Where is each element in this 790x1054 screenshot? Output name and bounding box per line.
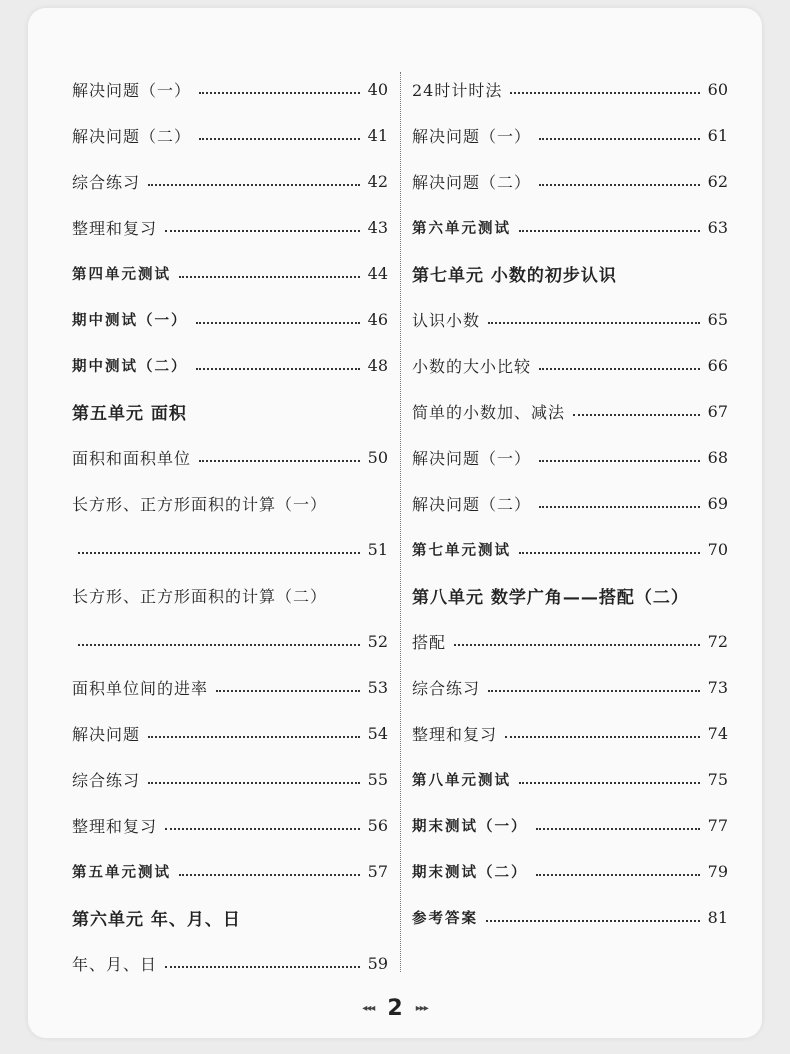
dot-leader: [573, 412, 700, 416]
toc-page-number: 40: [367, 79, 388, 99]
toc-entry-title: 面积和面积单位: [72, 448, 192, 468]
dot-leader: [148, 780, 360, 784]
toc-entry-title: 参考答案: [412, 910, 478, 927]
toc-entry: [72, 66, 388, 112]
dot-leader: [78, 550, 360, 554]
dot-leader: [505, 734, 700, 738]
toc-page-number: 69: [707, 493, 728, 513]
toc-entry-title: 第七单元 小数的初步认识: [412, 265, 617, 286]
toc-entry: [412, 710, 728, 756]
dot-leader: [199, 136, 360, 140]
dot-leader: [539, 136, 700, 140]
toc-entry-title: 期中测试（二）: [72, 358, 188, 375]
dot-leader: [199, 90, 360, 94]
dot-leader: [78, 642, 360, 646]
column-divider: [400, 72, 401, 972]
toc-entry: [412, 480, 728, 526]
toc-entry: [412, 756, 728, 802]
toc-entry-title: 搭配: [412, 632, 447, 652]
dot-leader: [196, 366, 360, 370]
toc-entry: [412, 664, 728, 710]
toc-entry: [72, 710, 388, 756]
toc-page-number: 70: [707, 539, 728, 559]
toc-page-number: 54: [367, 723, 388, 743]
toc-entry: [412, 618, 728, 664]
toc-section-heading: [72, 388, 388, 434]
toc-entry-title: 第八单元 数学广角——搭配（二）: [412, 587, 689, 608]
toc-entry-title: 第七单元测试: [412, 542, 511, 559]
toc-entry: [72, 848, 388, 894]
toc-entry-title: 期中测试（一）: [72, 312, 188, 329]
toc-entry: [72, 756, 388, 802]
toc-right-column: [412, 66, 728, 940]
toc-section-heading: [72, 894, 388, 940]
toc-page-number: 62: [707, 171, 728, 191]
toc-entry: [412, 342, 728, 388]
dot-leader: [519, 780, 700, 784]
toc-page-number: 55: [367, 769, 388, 789]
toc-page-number: 73: [707, 677, 728, 697]
toc-page-number: 74: [707, 723, 728, 743]
toc-entry-title: 第六单元测试: [412, 220, 511, 237]
dot-leader: [486, 918, 700, 922]
next-arrows-icon: ▸▸▸: [415, 1003, 428, 1014]
dot-leader: [179, 872, 360, 876]
toc-entry: [72, 204, 388, 250]
toc-page-number: 72: [707, 631, 728, 651]
toc-entry: [412, 112, 728, 158]
toc-entry: [412, 158, 728, 204]
toc-page-number: 75: [707, 769, 728, 789]
dot-leader: [510, 90, 699, 94]
toc-entry: [72, 158, 388, 204]
dot-leader: [536, 872, 700, 876]
toc-entry-title: 解决问题（二）: [412, 172, 532, 192]
toc-entry: [72, 250, 388, 296]
toc-page-number: 42: [367, 171, 388, 191]
prev-arrows-icon: ◂◂◂: [362, 1003, 375, 1014]
toc-left-column: [72, 66, 388, 986]
toc-entry: [72, 342, 388, 388]
dot-leader: [519, 550, 700, 554]
toc-entry-title: 解决问题（一）: [412, 448, 532, 468]
dot-leader: [216, 688, 360, 692]
toc-section-heading: [412, 572, 728, 618]
toc-page-number: 41: [367, 125, 388, 145]
toc-entry: [412, 204, 728, 250]
toc-entry-title: 小数的大小比较: [412, 356, 532, 376]
toc-entry-title: 解决问题（一）: [72, 80, 192, 100]
toc-entry: [72, 618, 388, 664]
toc-page-number: 65: [707, 309, 728, 329]
toc-entry-title: 综合练习: [412, 678, 481, 698]
toc-entry-title: 简单的小数加、减法: [412, 402, 566, 422]
dot-leader: [454, 642, 700, 646]
toc-page-number: 52: [367, 631, 388, 651]
toc-page-number: 81: [707, 907, 728, 927]
toc-page-number: 66: [707, 355, 728, 375]
dot-leader: [148, 182, 360, 186]
dot-leader: [488, 688, 700, 692]
toc-entry-title: 解决问题: [72, 724, 141, 744]
toc-page-number: 51: [367, 539, 388, 559]
toc-entry: [412, 894, 728, 940]
toc-page-number: 79: [707, 861, 728, 881]
dot-leader: [488, 320, 700, 324]
toc-page-number: 43: [367, 217, 388, 237]
toc-entry: [72, 572, 388, 618]
toc-page-number: 63: [707, 217, 728, 237]
toc-page-number: 77: [707, 815, 728, 835]
toc-entry: [72, 296, 388, 342]
toc-entry: [72, 434, 388, 480]
toc-entry-title: 认识小数: [412, 310, 481, 330]
page-footer: [0, 996, 790, 1021]
toc-entry: [72, 940, 388, 986]
toc-page-number: 67: [707, 401, 728, 421]
toc-entry-title: 第四单元测试: [72, 266, 171, 283]
toc-page-number: 68: [707, 447, 728, 467]
toc-section-heading: [412, 250, 728, 296]
toc-entry-title: 整理和复习: [72, 218, 158, 238]
toc-entry: [72, 664, 388, 710]
toc-page-number: 48: [367, 355, 388, 375]
dot-leader: [148, 734, 360, 738]
toc-entry-title: 年、月、日: [72, 954, 158, 974]
toc-entry: [412, 802, 728, 848]
toc-entry: [412, 296, 728, 342]
toc-entry-title: 面积单位间的进率: [72, 678, 209, 698]
dot-leader: [165, 826, 360, 830]
toc-entry: [72, 802, 388, 848]
dot-leader: [165, 228, 360, 232]
toc-entry-title: 长方形、正方形面积的计算（一）: [72, 494, 328, 514]
toc-entry: [412, 434, 728, 480]
toc-entry-title: 整理和复习: [412, 724, 498, 744]
page-number: 2: [387, 996, 403, 1021]
toc-entry-title: 期末测试（二）: [412, 864, 528, 881]
toc-entry-title: 解决问题（二）: [412, 494, 532, 514]
toc-entry: [412, 388, 728, 434]
toc-page-number: 56: [367, 815, 388, 835]
toc-page-number: 59: [367, 953, 388, 973]
toc-page-number: 60: [707, 79, 728, 99]
toc-entry-title: 综合练习: [72, 172, 141, 192]
toc-entry-title: 解决问题（一）: [412, 126, 532, 146]
dot-leader: [196, 320, 360, 324]
toc-entry: [412, 66, 728, 112]
toc-entry-title: 第八单元测试: [412, 772, 511, 789]
toc-entry: [412, 848, 728, 894]
dot-leader: [519, 228, 700, 232]
toc-entry: [412, 526, 728, 572]
toc-entry-title: 解决问题（二）: [72, 126, 192, 146]
toc-page-number: 44: [367, 263, 388, 283]
toc-entry: [72, 480, 388, 526]
toc-entry-title: 24时计时法: [412, 80, 503, 100]
toc-page-number: 61: [707, 125, 728, 145]
toc-page-number: 53: [367, 677, 388, 697]
toc-page-number: 57: [367, 861, 388, 881]
toc-page-number: 50: [367, 447, 388, 467]
toc-entry-title: 综合练习: [72, 770, 141, 790]
toc-entry: [72, 112, 388, 158]
toc-entry: [72, 526, 388, 572]
dot-leader: [536, 826, 700, 830]
toc-entry-title: 整理和复习: [72, 816, 158, 836]
dot-leader: [179, 274, 360, 278]
dot-leader: [539, 182, 700, 186]
toc-page-number: 46: [367, 309, 388, 329]
dot-leader: [165, 964, 360, 968]
dot-leader: [539, 366, 700, 370]
dot-leader: [199, 458, 360, 462]
toc-entry-title: 长方形、正方形面积的计算（二）: [72, 586, 328, 606]
toc-entry-title: 第五单元 面积: [72, 403, 187, 424]
toc-entry-title: 第五单元测试: [72, 864, 171, 881]
dot-leader: [539, 458, 700, 462]
dot-leader: [539, 504, 700, 508]
toc-entry-title: 第六单元 年、月、日: [72, 909, 241, 930]
toc-entry-title: 期末测试（一）: [412, 818, 528, 835]
